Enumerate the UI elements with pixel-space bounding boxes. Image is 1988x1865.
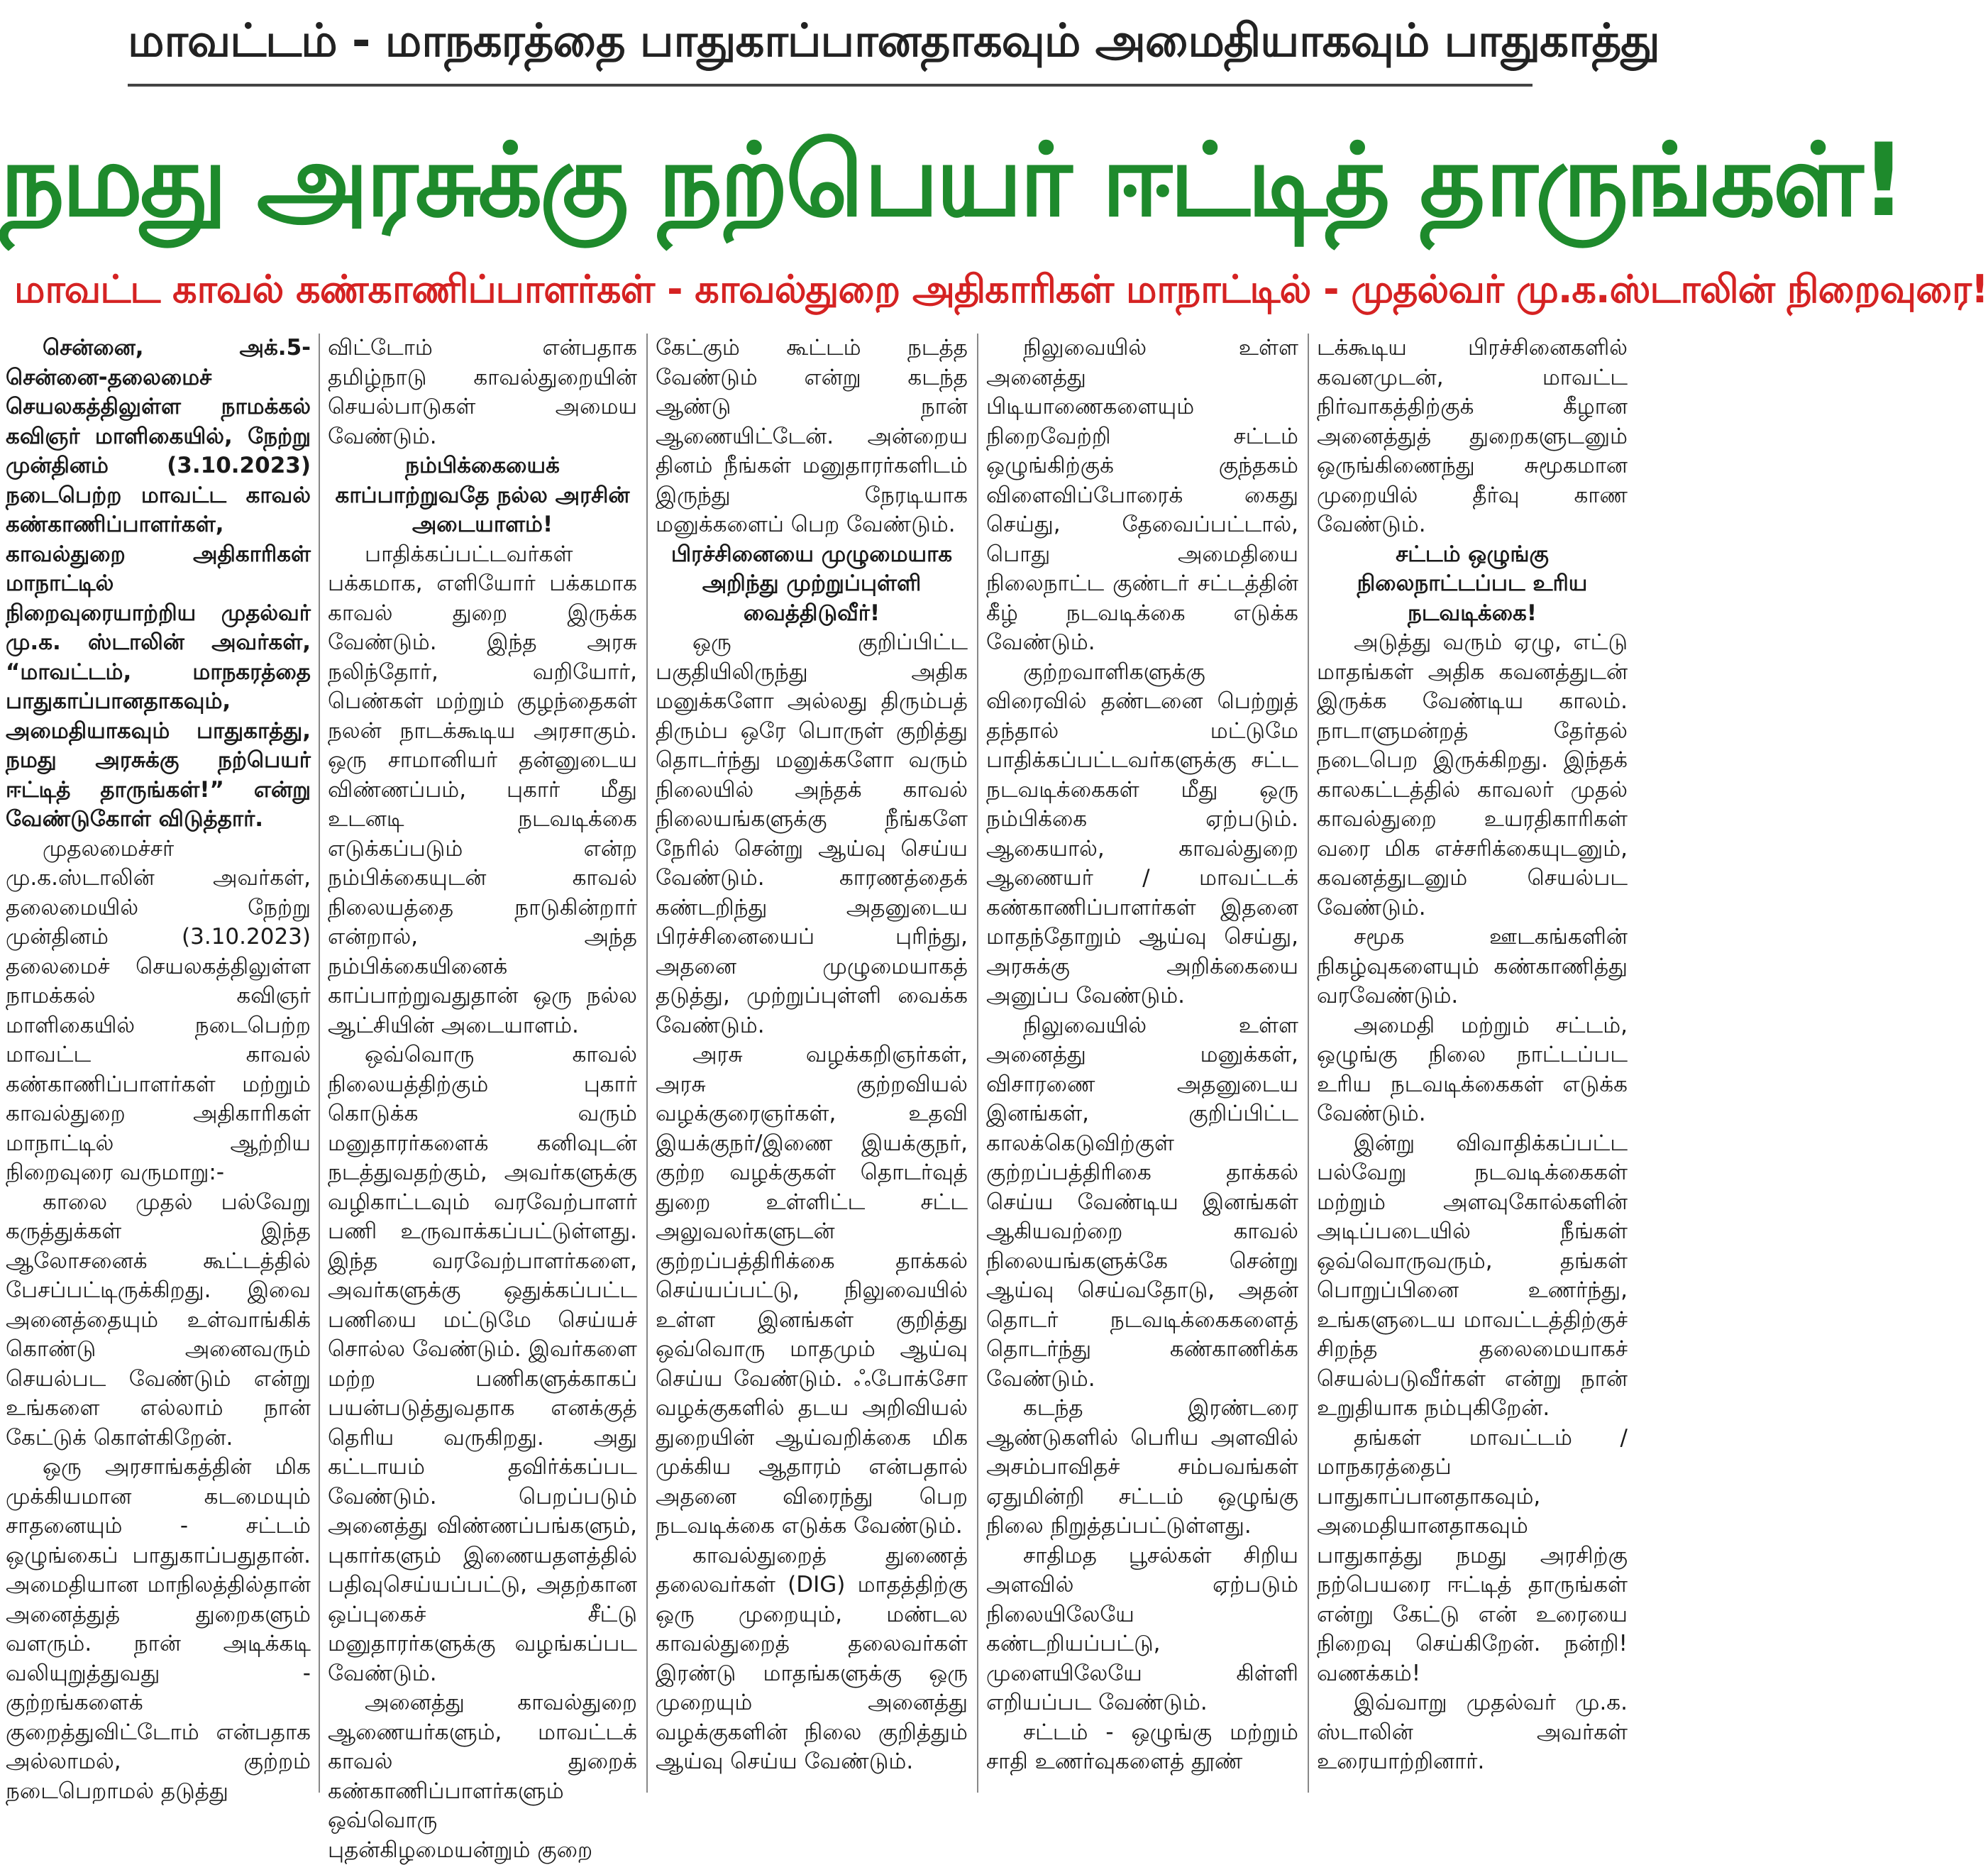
article-column-3 [656, 334, 968, 1793]
article-column-4 [986, 334, 1298, 1793]
body-paragraph: அடுத்து வரும் ஏழு, எட்டு மாதங்கள் அதிக கவனத்துடன் இருக்க வேண்டிய காலம். நாடாளுமன்றத் தேர்தல் நடைபெற இருக்கிறது. இந்தக் காலகட்டத்தில் காவலர் முதல் காவல்துறை உயரதிகாரிகள் வரை மிக எச்சரிக்கையுடனும், கவனத்துடனும் செயல்பட வேண்டும். [1317, 629, 1628, 920]
body-paragraph: கடந்த இரண்டரை ஆண்டுகளில் பெரிய அளவில் அசம்பாவிதச் சம்பவங்கள் ஏதுமின்றி சட்டம் ஒழுங்கு நிலை நிறுத்தப்பட்டுள்ளது. [986, 1395, 1298, 1539]
body-paragraph: தங்கள் மாவட்டம் / மாநகரத்தைப் பாதுகாப்பானதாகவும், அமைதியானதாகவும் பாதுகாத்து நமது அரசிற்கு நற்பெயரை ஈட்டித் தாருங்கள் என்று கேட்டு என் உரையை நிறைவு செய்கிறேன். நன்றி! வணக்கம்! [1317, 1424, 1628, 1686]
section-subheading: நம்பிக்கையைக் காப்பாற்றுவதே நல்ல அரசின் அடையாளம்! [335, 453, 630, 537]
section-subheading: பிரச்சினையை முழுமையாக அறிந்து முற்றுப்புள்ளி வைத்திடுவீர்! [670, 541, 953, 626]
kicker-headline: மாவட்டம் - மாநகரத்தை பாதுகாப்பானதாகவும் அமைதியாகவும் பாதுகாத்து [128, 15, 1660, 67]
body-paragraph: இன்று விவாதிக்கப்பட்ட பல்வேறு நடவடிக்கைகள் மற்றும் அளவுகோல்களின் அடிப்படையில் நீங்கள் ஒவ்வொருவரும், தங்கள் பொறுப்பினை உணர்ந்து, உங்களுடைய மாவட்டத்திற்குச் சிறந்த தலைமையாகச் செயல்படுவீர்கள் என்று நான் உறுதியாக நம்புகிறேன். [1317, 1130, 1628, 1421]
column-divider [646, 334, 648, 1793]
body-paragraph: நிலுவையில் உள்ள அனைத்து பிடியாணைகளையும் நிறைவேற்றி சட்டம் ஒழுங்கிற்குக் குந்தகம் விளைவிப்போரைக் கைது செய்து, தேவைப்பட்டால், பொது அமைதியை நிலைநாட்ட குண்டர் சட்டத்தின் கீழ் நடவடிக்கை எடுக்க வேண்டும். [986, 335, 1298, 655]
body-paragraph: அனைத்து காவல்துறை ஆணையர்களும், மாவட்டக் காவல் துறைக் கண்காணிப்பாளர்களும் ஒவ்வொரு புதன்கிழமையன்றும் குறை [328, 1690, 637, 1863]
body-paragraph: இவ்வாறு முதல்வர் மு.க. ஸ்டாலின் அவர்கள் உரையாற்றினார். [1317, 1690, 1628, 1774]
section-subheading: சட்டம் ஒழுங்கு நிலைநாட்டப்பட உரிய நடவடிக்கை! [1357, 541, 1588, 626]
main-headline: நமது அரசுக்கு நற்பெயர் ஈட்டித் தாருங்கள்! [0, 122, 1904, 239]
body-paragraph: காவல்துறைத் துணைத் தலைவர்கள் (DIG) மாதத்திற்கு ஒரு முறையும், மண்டல காவல்துறைத் தலைவர்கள் இரண்டு மாதங்களுக்கு ஒரு முறையும் அனைத்து வழக்குகளின் நிலை குறித்தும் ஆய்வு செய்ய வேண்டும். [656, 1542, 968, 1774]
body-paragraph: அமைதி மற்றும் சட்டம், ஒழுங்கு நிலை நாட்டப்பட உரிய நடவடிக்கைகள் எடுக்க வேண்டும். [1317, 1012, 1628, 1126]
body-paragraph: சாதிமத பூசல்கள் சிறிய அளவில் ஏற்படும் நிலையிலேயே கண்டறியப்பட்டு, முளையிலேயே கிள்ளி எறியப்பட வேண்டும். [986, 1542, 1298, 1715]
sub-headline: மாவட்ட காவல் கண்காணிப்பாளர்கள் - காவல்துறை அதிகாரிகள் மாநாட்டில் - முதல்வர் மு.க.ஸ்டாலின் நிறைவுரை! [14, 267, 1988, 312]
body-paragraph: விட்டோம் என்பதாக தமிழ்நாடு காவல்துறையின் செயல்பாடுகள் அமைய வேண்டும். [328, 335, 637, 449]
body-paragraph: சமூக ஊடகங்களின் நிகழ்வுகளையும் கண்காணித்து வரவேண்டும். [1317, 924, 1628, 1008]
body-paragraph: கேட்கும் கூட்டம் நடத்த வேண்டும் என்று கடந்த ஆண்டு நான் ஆணையிட்டேன். அன்றைய தினம் நீங்கள் மனுதாரர்களிடம் இருந்து நேரடியாக மனுக்களைப் பெற வேண்டும். [656, 335, 968, 537]
body-paragraph: ஒரு குறிப்பிட்ட பகுதியிலிருந்து அதிக மனுக்களோ அல்லது திரும்பத் திரும்ப ஒரே பொருள் குறித்து தொடர்ந்து மனுக்களோ வரும் நிலையில் அந்தக் காவல் நிலையங்களுக்கு நீங்களே நேரில் சென்று ஆய்வு செய்ய வேண்டும். காரணத்தைக் கண்டறிந்து அதனுடைய பிரச்சினையைப் புரிந்து, அதனை முழுமையாகத் தடுத்து, முற்றுப்புள்ளி வைக்க வேண்டும். [656, 629, 968, 1038]
column-divider [977, 334, 978, 1793]
body-paragraph: காலை முதல் பல்வேறு கருத்துக்கள் இந்த ஆலோசனைக் கூட்டத்தில் பேசப்பட்டிருக்கிறது. இவை அனைத்தையும் உள்வாங்கிக் கொண்டு அனைவரும் செயல்பட வேண்டும் என்று உங்களை எல்லாம் நான் கேட்டுக் கொள்கிறேன். [6, 1189, 311, 1451]
lead-paragraph: சென்னை, அக்.5- சென்னை-தலைமைச் செயலகத்திலுள்ள நாமக்கல் கவிஞர் மாளிகையில், நேற்று முன்தினம் (3.10.2023) நடைபெற்ற மாவட்ட காவல் கண்காணிப்பாளர்கள், காவல்துறை அதிகாரிகள் மாநாட்டில் நிறைவுரையாற்றிய முதல்வர் மு.க. ஸ்டாலின் அவர்கள், “மாவட்டம், மாநகரத்தை பாதுகாப்பானதாகவும், அமைதியாகவும் பாதுகாத்து, நமது அரசுக்கு நற்பெயர் ஈட்டித் தாருங்கள்!” என்று வேண்டுகோள் விடுத்தார். [6, 335, 311, 832]
body-paragraph: ஒரு அரசாங்கத்தின் மிக முக்கியமான கடமையும் சாதனையும் - சட்டம் ஒழுங்கைப் பாதுகாப்பதுதான். அமைதியான மாநிலத்தில்தான் அனைத்துத் துறைகளும் வளரும். நான் அடிக்கடி வலியுறுத்துவது - குற்றங்களைக் குறைத்துவிட்டோம் என்பதாக அல்லாமல், குற்றம் நடைபெறாமல் தடுத்து [6, 1454, 311, 1804]
body-paragraph: பாதிக்கப்பட்டவர்கள் பக்கமாக, எளியோர் பக்கமாக காவல் துறை இருக்க வேண்டும். இந்த அரசு நலிந்தோர், வறியோர், பெண்கள் மற்றும் குழந்தைகள் நலன் நாடக்கூடிய அரசாகும். ஒரு சாமானியர் தன்னுடைய விண்ணப்பம், புகார் மீது உடனடி நடவடிக்கை எடுக்கப்படும் என்ற நம்பிக்கையுடன் காவல் நிலையத்தை நாடுகின்றார் என்றால், அந்த நம்பிக்கையினைக் காப்பாற்றுவதுதான் ஒரு நல்ல ஆட்சியின் அடையாளம். [328, 541, 637, 1038]
body-paragraph: முதலமைச்சர் மு.க.ஸ்டாலின் அவர்கள், தலைமையில் நேற்று முன்தினம் (3.10.2023) தலைமைச் செயலகத்திலுள்ள நாமக்கல் கவிஞர் மாளிகையில் நடைபெற்ற மாவட்ட காவல் கண்காணிப்பாளர்கள் மற்றும் காவல்துறை அதிகாரிகள் மாநாட்டில் ஆற்றிய நிறைவுரை வருமாறு:- [6, 835, 311, 1185]
article-column-5 [1317, 334, 1628, 1793]
body-paragraph: அரசு வழக்கறிஞர்கள், அரசு குற்றவியல் வழக்குரைஞர்கள், உதவி இயக்குநர்/இணை இயக்குநர், குற்ற வழக்குகள் தொடர்வுத் துறை உள்ளிட்ட சட்ட அலுவலர்களுடன் குற்றப்பத்திரிக்கை தாக்கல் செய்யப்பட்டு, நிலுவையில் உள்ள இனங்கள் குறித்து ஒவ்வொரு மாதமும் ஆய்வு செய்ய வேண்டும். ஃபோக்சோ வழக்குகளில் தடய அறிவியல் துறையின் ஆய்வறிக்கை மிக முக்கிய ஆதாரம் என்பதால் அதனை விரைந்து பெற நடவடிக்கை எடுக்க வேண்டும். [656, 1042, 968, 1539]
article-body [0, 334, 1633, 1863]
article-column-1 [6, 334, 311, 1804]
column-divider [1308, 334, 1309, 1793]
body-paragraph: சட்டம் - ஒழுங்கு மற்றும் சாதி உணர்வுகளைத் தூண் [986, 1719, 1298, 1774]
body-paragraph: ஒவ்வொரு காவல் நிலையத்திற்கும் புகார் கொடுக்க வரும் மனுதாரர்களைக் கனிவுடன் நடத்துவதற்கும், அவர்களுக்கு வழிகாட்டவும் வரவேற்பாளர் பணி உருவாக்கப்பட்டுள்ளது. இந்த வரவேற்பாளர்களை, அவர்களுக்கு ஒதுக்கப்பட்ட பணியை மட்டுமே செய்யச் சொல்ல வேண்டும். இவர்களை மற்ற பணிகளுக்காகப் பயன்படுத்துவதாக எனக்குத் தெரிய வருகிறது. அது கட்டாயம் தவிர்க்கப்பட வேண்டும். பெறப்படும் அனைத்து விண்ணப்பங்களும், புகார்களும் இணையதளத்தில் பதிவுசெய்யப்பட்டு, அதற்கான ஒப்புகைச் சீட்டு மனுதாரர்களுக்கு வழங்கப்பட வேண்டும். [328, 1042, 637, 1686]
body-paragraph: டக்கூடிய பிரச்சினைகளில் கவனமுடன், மாவட்ட நிர்வாகத்திற்குக் கீழான அனைத்துத் துறைகளுடனும் ஒருங்கிணைந்து சுமூகமான முறையில் தீர்வு காண வேண்டும். [1317, 335, 1628, 537]
body-paragraph: குற்றவாளிகளுக்கு விரைவில் தண்டனை பெற்றுத் தந்தால் மட்டுமே பாதிக்கப்பட்டவர்களுக்கு சட்ட நடவடிக்கைகள் மீது ஒரு நம்பிக்கை ஏற்படும். ஆகையால், காவல்துறை ஆணையர் / மாவட்டக் கண்காணிப்பாளர்கள் இதனை மாதந்தோறும் ஆய்வு செய்து, அரசுக்கு அறிக்கையை அனுப்ப வேண்டும். [986, 659, 1298, 1008]
article-column-2 [328, 334, 637, 1863]
body-paragraph: நிலுவையில் உள்ள அனைத்து மனுக்கள், விசாரணை அதனுடைய இனங்கள், குறிப்பிட்ட காலக்கெடுவிற்குள் குற்றப்பத்திரிகை தாக்கல் செய்ய வேண்டிய இனங்கள் ஆகியவற்றை காவல் நிலையங்களுக்கே சென்று ஆய்வு செய்வதோடு, அதன் தொடர் நடவடிக்கைகளைத் தொடர்ந்து கண்காணிக்க வேண்டும். [986, 1012, 1298, 1392]
kicker-underline [128, 84, 1533, 87]
column-divider [319, 334, 320, 1793]
